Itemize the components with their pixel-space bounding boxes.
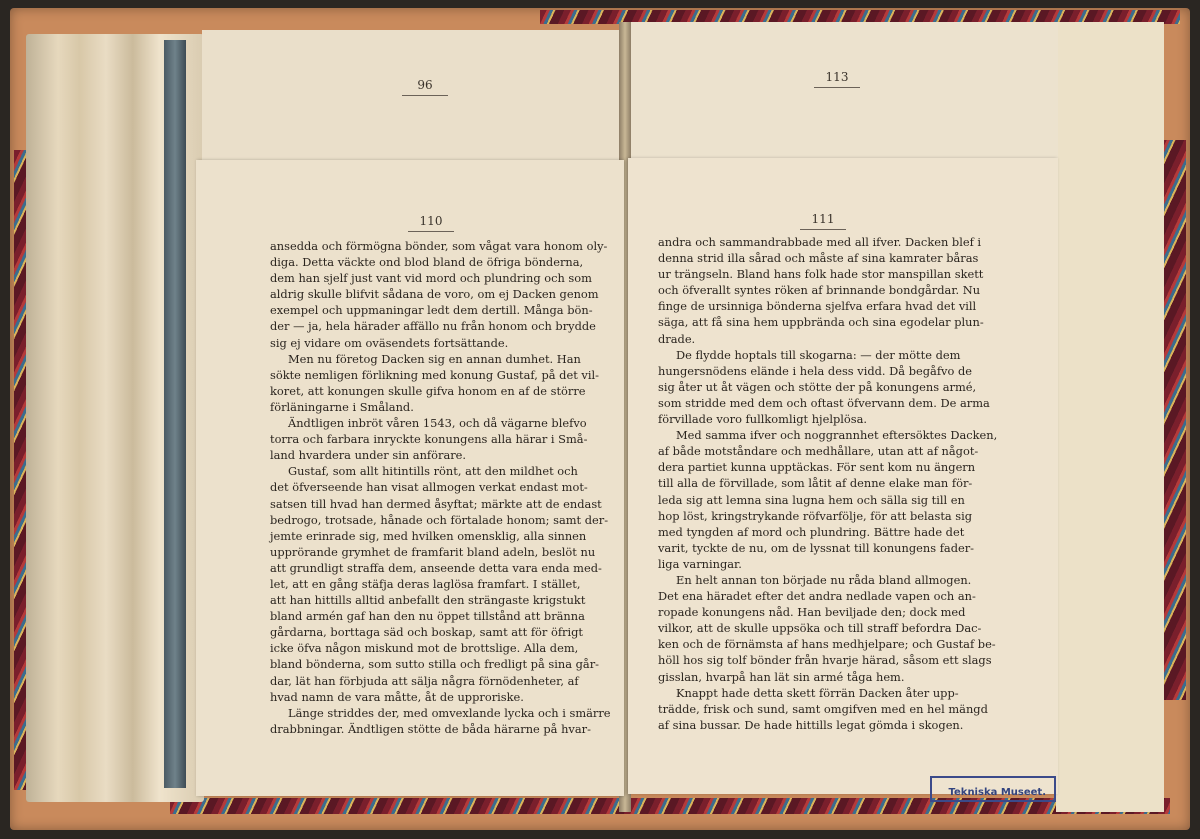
text-line: aldrig skulle blifvit sådana de voro, om ej Dacken genom (270, 287, 599, 302)
text-line: Gustaf, som allt hitintills rönt, att den mildhet och (288, 464, 578, 479)
text-line: Länge striddes der, med omvexlande lycka och i smärre (288, 705, 611, 720)
text-line: Ändtligen inbröt våren 1543, och då vägarne blefvo (288, 416, 587, 431)
text-line: upprörande grymhet de framfarit bland adeln, beslöt nu (270, 544, 596, 559)
text-line: förläningarne i Småland. (270, 399, 414, 414)
text-line: gårdarna, borttaga säd och boskap, samt att för öfrigt (270, 625, 584, 640)
text-line: förvillade voro fullkomligt hjelplösa. (658, 412, 868, 427)
text-line: till alla de förvillade, som låtit af denne elake man för- (658, 476, 973, 491)
text-line: torra och farbara inryckte konungens alla härar i Små- (270, 432, 588, 447)
text-line: drabbningar. Ändtligen stötte de båda härarne på hvar- (270, 721, 591, 736)
page-number-left: 110 (408, 214, 454, 232)
text-line: sig åter ut åt vägen och stötte der på konungens armé, (658, 379, 977, 394)
text-line: En helt annan ton började nu råda bland allmogen. (676, 572, 972, 587)
text-line: det öfverseende han visat allmogen verkat endast mot- (270, 480, 588, 495)
text-line: sökte nemligen förlikning med konung Gustaf, på det vil- (270, 367, 599, 382)
text-line: Det ena häradet efter det andra nedlade vapen och an- (658, 589, 976, 604)
text-line: att han hittills alltid anbefallt den strängaste krigstukt (270, 593, 586, 608)
text-line: vilkor, att de skulle uppsöka och till straff befordra Dac- (658, 621, 982, 636)
text-line: hungersnödens elände i hela dess vidd. Då begåfvo de (658, 363, 972, 378)
page-number-right: 111 (800, 212, 846, 230)
text-line: exempel och uppmaningar ledt dem dertill. Många bön- (270, 303, 593, 318)
text-line: bland armén gaf han den nu öppet tillstånd att bränna (270, 609, 585, 624)
text-line: hvad namn de vara måtte, åt de upproriske. (270, 689, 524, 704)
text-line: ansedda och förmögna bönder, som vågat vara honom oly- (270, 239, 608, 253)
text-line: icke öfva någon miskund mot de brottslige. Alla dem, (270, 641, 579, 656)
page-number-top-right: 113 (814, 70, 860, 88)
text-line: ken och de förnämsta af hans medhjelpare; och Gustaf be- (658, 637, 996, 652)
text-line: varit, tyckte de nu, om de lyssnat till konungens fader- (658, 540, 975, 555)
text-line: ropade konungens nåd. Han beviljade den; dock med (658, 605, 966, 620)
page-number-top-left: 96 (402, 78, 448, 96)
left-page-text (270, 238, 610, 737)
text-line: leda sig att lemna sina lugna hem och sälla sig till en (658, 492, 965, 507)
right-page (628, 158, 1058, 794)
right-page-text (658, 234, 1028, 733)
spine-lining (164, 40, 186, 788)
text-line: De flydde hoptals till skogarna: — der mötte dem (676, 347, 961, 362)
text-line: som stridde med dem och oftast öfvervann dem. De arma (658, 395, 990, 410)
text-line: dera partiet kunna upptäckas. För sent kom nu ängern (658, 460, 976, 475)
text-line: diga. Detta väckte ond blod bland de öfriga bönderna, (270, 255, 584, 270)
back-pages-right (1056, 22, 1164, 812)
text-line: land hvardera under sin anförare. (270, 448, 467, 463)
text-line: andra och sammandrabbade med all ifver. Dacken blef i (658, 235, 982, 249)
text-line: säga, att få sina hem uppbrända och sina egodelar plun- (658, 315, 984, 330)
text-line: trädde, frisk och sund, samt omgifven med en hel mängd (658, 701, 988, 716)
text-line: dar, lät han förbjuda att sälja några förnödenheter, af (270, 673, 579, 688)
text-line: med tyngden af mord och plundring. Bättre hade det (658, 524, 965, 539)
text-line: sig ej vidare om oväsendets fortsättande. (270, 335, 509, 350)
text-line: hop löst, kringstrykande röfvarfölje, för att belasta sig (658, 508, 973, 523)
text-line: gisslan, hvarpå han lät sin armé tåga hem. (658, 669, 905, 684)
text-line: finge de ursinniga bönderna sjelfva erfara hvad det vill (658, 299, 977, 314)
library-stamp: Tekniska Museet. (930, 776, 1056, 802)
text-line: let, att en gång stäfja deras laglösa framfart. I stället, (270, 576, 581, 591)
text-line: liga varningar. (658, 556, 742, 571)
underlying-page-right (630, 22, 1058, 170)
text-line: bland bönderna, som sutto stilla och fredligt på sina går- (270, 657, 599, 672)
underlying-page-left (202, 30, 620, 170)
text-line: Knappt hade detta skett förrän Dacken åter upp- (676, 685, 959, 700)
text-line: drade. (658, 331, 696, 346)
left-page (196, 160, 624, 796)
text-line: Med samma ifver och noggrannhet eftersöktes Dacken, (676, 428, 998, 443)
text-line: höll hos sig tolf bönder från hvarje härad, såsom ett slags (658, 653, 992, 668)
text-line: af både motståndare och medhållare, utan att af något- (658, 444, 979, 459)
text-line: Men nu företog Dacken sig en annan dumhet. Han (288, 351, 581, 366)
text-line: der — ja, hela härader affällo nu från honom och brydde (270, 319, 596, 334)
text-line: satsen till hvad han dermed åsyftat; märkte att de endast (270, 496, 602, 511)
text-line: att grundligt straffa dem, anseende detta vara enda med- (270, 560, 602, 575)
text-line: dem han sjelf just vant vid mord och plundring och som (270, 271, 592, 286)
text-line: ur trängseln. Bland hans folk hade stor manspillan skett (658, 267, 984, 282)
text-line: denna strid illa sårad och måste af sina kamrater båras (658, 251, 979, 266)
text-line: bedrogo, trotsade, hånade och förtalade honom; samt der- (270, 512, 609, 527)
text-line: af sina bussar. De hade hittills legat gömda i skogen. (658, 717, 964, 732)
text-line: koret, att konungen skulle gifva honom en af de större (270, 383, 586, 398)
text-line: och öfverallt syntes röken af brinnande bondgårdar. Nu (658, 283, 981, 298)
text-line: jemte erinrade sig, med hvilken omensklig, alla sinnen (270, 528, 587, 543)
